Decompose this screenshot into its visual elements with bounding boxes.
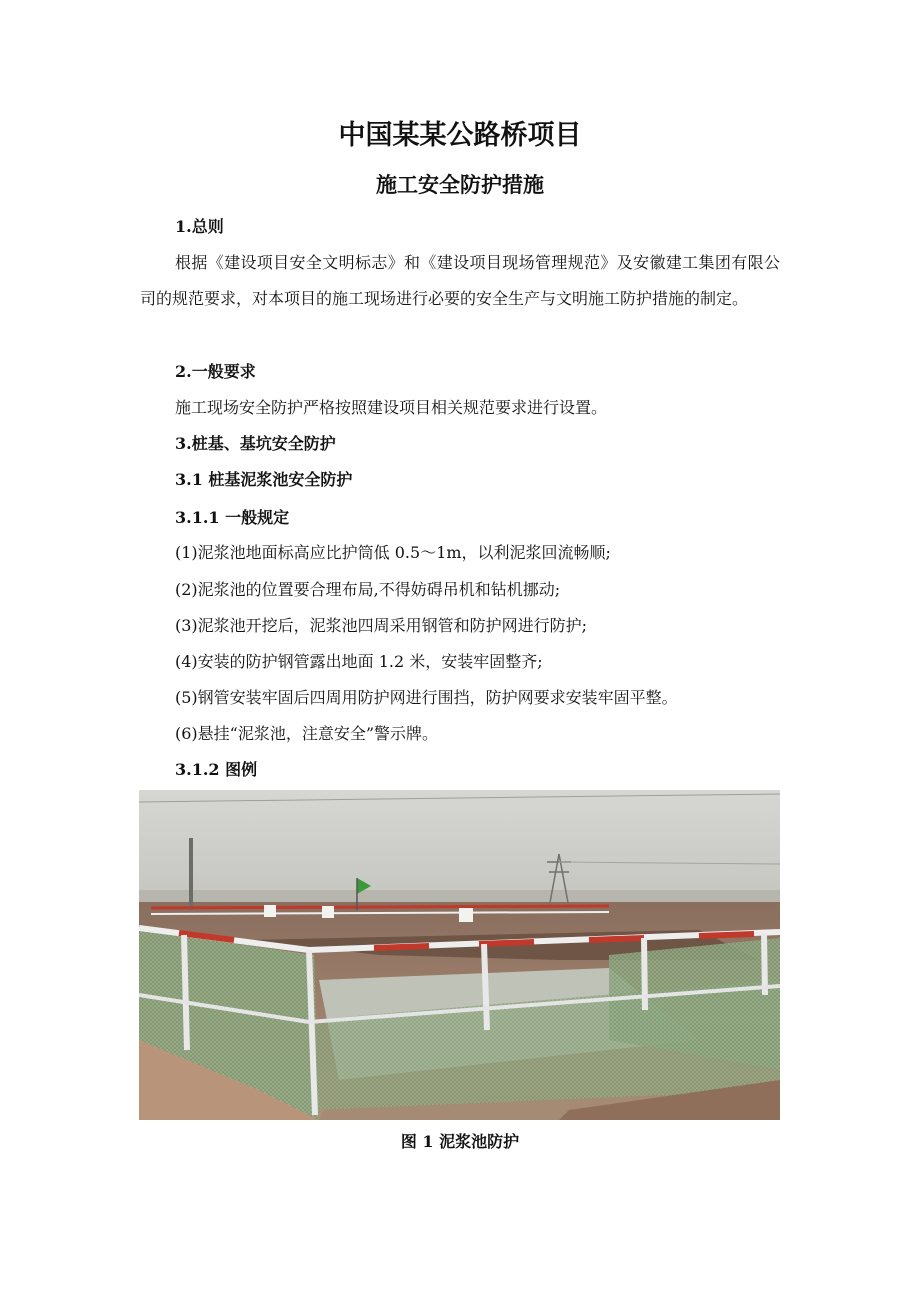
section-2-heading: 2.一般要求: [175, 362, 256, 381]
rule-item-3: (3)泥浆池开挖后，泥浆池四周采用钢管和防护网进行防护;: [175, 616, 588, 635]
rule-item-2: (2)泥浆池的位置要合理布局,不得妨碍吊机和钻机挪动;: [175, 580, 561, 599]
rule-item-1: (1)泥浆池地面标高应比护筒低 0.5～1m，以利泥浆回流畅顺;: [175, 543, 611, 562]
section-1-paragraph: 根据《建设项目安全文明标志》和《建设项目现场管理规范》及安徽建工集团有限公司的规范要求，对本项目的施工现场进行必要的安全生产与文明施工防护措施的制定。: [140, 253, 780, 308]
rule-item-6: (6)悬挂“泥浆池，注意安全”警示牌。: [175, 724, 439, 743]
section-3-1-heading: 3.1 桩基泥浆池安全防护: [175, 470, 353, 489]
section-3-1-1-heading: 3.1.1 一般规定: [175, 508, 290, 527]
figure-caption: 图 1 泥浆池防护: [400, 1132, 520, 1151]
section-1-heading: 1.总则: [175, 217, 224, 236]
rule-item-4: (4)安装的防护钢管露出地面 1.2 米，安装牢固整齐;: [175, 652, 543, 671]
document-title: 中国某某公路桥项目: [338, 120, 582, 151]
mud-pit-photo: [139, 790, 780, 1120]
section-3-1-2-heading: 3.1.2 图例: [175, 760, 258, 779]
section-3-heading: 3.桩基、基坑安全防护: [175, 434, 336, 453]
rule-item-5: (5)钢管安装牢固后四周用防护网进行围挡，防护网要求安装牢固平整。: [175, 688, 678, 707]
section-2-paragraph: 施工现场安全防护严格按照建设项目相关规范要求进行设置。: [175, 398, 608, 417]
document-subtitle: 施工安全防护措施: [376, 172, 544, 197]
